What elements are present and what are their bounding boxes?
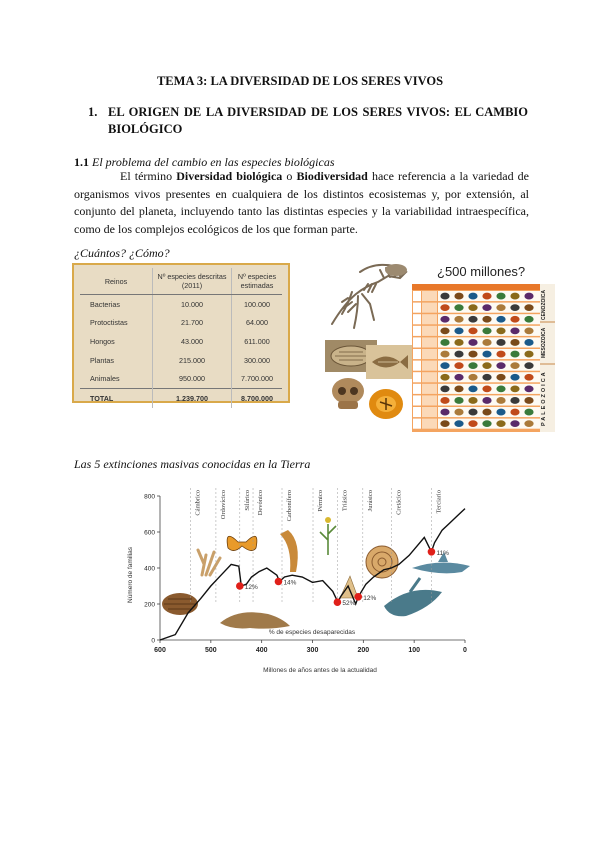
fossil-icon — [482, 351, 491, 358]
table-row — [80, 369, 282, 388]
row-number-cell — [413, 407, 421, 417]
fish-fossil-image — [366, 345, 412, 379]
fossil-icon — [496, 409, 505, 416]
geologic-time-panel — [412, 284, 555, 432]
fossil-icon — [496, 351, 505, 358]
fossil-icon — [440, 397, 449, 404]
fossil-icon — [510, 351, 519, 358]
fossil-icon — [454, 362, 463, 369]
extinction-percent-label: 14% — [283, 579, 297, 587]
row-number-cell — [413, 337, 421, 347]
period-label: Cretácico — [395, 490, 403, 515]
x-tick-label: 0 — [463, 647, 467, 654]
row-number-cell — [413, 384, 421, 394]
period-label: Jurásico — [366, 490, 374, 512]
para-bold-2: Biodiversidad — [296, 169, 368, 183]
trilobite-illustration — [162, 593, 198, 615]
table-cell: Protoctistas — [80, 314, 153, 333]
table-cell: 611.000 — [244, 336, 270, 346]
fossil-icon — [454, 397, 463, 404]
row-label-cell — [422, 372, 437, 382]
row-number-cell — [413, 314, 421, 324]
fossil-icon — [510, 339, 519, 346]
table-cell: 21.700 — [153, 314, 232, 333]
horn-coral-illustration — [280, 530, 298, 572]
fossil-icon — [496, 339, 505, 346]
fossil-icon — [482, 304, 491, 311]
row-number-cell — [413, 326, 421, 336]
fossil-icon — [454, 374, 463, 381]
extinction-point — [428, 548, 436, 556]
extinction-percent-label: 12% — [363, 594, 377, 602]
table-cell: 7.700.000 — [241, 374, 273, 384]
fossil-icon — [496, 362, 505, 369]
x-tick-label: 100 — [408, 647, 421, 654]
fossil-icon — [468, 420, 477, 427]
fossil-icon — [524, 420, 533, 427]
section-title: EL ORIGEN DE LA DIVERSIDAD DE LOS SERES VIVOS: EL CAMBIO BIOLÓGICO — [108, 105, 528, 136]
fossil-icon — [482, 293, 491, 300]
table-header: Nº especies estimadas — [232, 268, 283, 295]
fossil-icon — [468, 397, 477, 404]
x-axis-label: Millones de años antes de la actualidad — [263, 667, 377, 674]
era-label-paleozoic: PALEOZOICA — [541, 370, 547, 426]
fossil-icon — [496, 397, 505, 404]
coral-illustration — [198, 550, 220, 575]
fossil-icon — [496, 316, 505, 323]
fossil-icon — [482, 420, 491, 427]
fossil-icon — [524, 339, 533, 346]
era-label-mesozoic: MESOZOICA — [541, 327, 547, 359]
fossil-icon — [440, 339, 449, 346]
fossil-icon — [454, 409, 463, 416]
y-axis-label: Número de familias — [127, 547, 134, 603]
row-label-cell — [422, 337, 437, 347]
table-header: Nº especies descritas (2011) — [153, 268, 232, 295]
row-number-cell — [413, 291, 421, 301]
fossil-icon — [468, 351, 477, 358]
fossil-icon — [440, 327, 449, 334]
period-label: Carbonífero — [286, 490, 293, 522]
table-cell: 1.239.700 — [153, 388, 232, 407]
fossil-icon — [440, 316, 449, 323]
extinction-percent-label: 52% — [342, 600, 356, 608]
ammonite-illustration — [366, 546, 398, 578]
fossil-icon — [524, 409, 533, 416]
fossil-icon — [510, 374, 519, 381]
fossil-icon — [496, 385, 505, 392]
extinction-point — [275, 578, 283, 586]
table-header: Reinos — [80, 268, 153, 295]
species-table — [80, 268, 282, 408]
marine-reptile-illustration — [384, 578, 442, 616]
fossil-icon — [468, 327, 477, 334]
extinction-percent-label: 11% — [436, 549, 449, 557]
row-number-cell — [413, 361, 421, 371]
row-label-cell — [422, 407, 437, 417]
skull-fossil-image — [328, 375, 368, 411]
fossil-icon — [440, 420, 449, 427]
fossil-icon — [510, 409, 519, 416]
percent-annotation: % de especies desaparecidas — [268, 629, 356, 636]
fossil-icon — [524, 316, 533, 323]
fossil-icon — [468, 304, 477, 311]
table-row — [80, 351, 282, 370]
table-row — [80, 332, 282, 351]
fossil-icon — [468, 374, 477, 381]
fossil-icon — [440, 293, 449, 300]
x-tick-label: 300 — [306, 647, 319, 654]
table-row — [80, 314, 282, 333]
table-cell: 64.000 — [246, 318, 268, 328]
para-text-1: El término — [120, 169, 177, 183]
period-label: Devónico — [257, 490, 265, 516]
row-label-cell — [422, 349, 437, 359]
fossil-icon — [510, 420, 519, 427]
table-total-row — [80, 388, 282, 407]
section-number: 1. — [88, 105, 98, 119]
row-label-cell — [422, 303, 437, 313]
fossil-icon — [454, 339, 463, 346]
row-label-cell — [422, 395, 437, 405]
fossil-icon — [510, 397, 519, 404]
species-table-frame — [72, 263, 290, 403]
row-number-cell — [413, 372, 421, 382]
row-number-cell — [413, 349, 421, 359]
y-tick-label: 600 — [144, 529, 155, 537]
fossil-icon — [482, 316, 491, 323]
extinction-percent-label: 12% — [244, 584, 258, 591]
x-tick-label: 200 — [357, 647, 370, 654]
fossil-icon — [468, 362, 477, 369]
fossil-icon — [510, 316, 519, 323]
section-heading — [88, 104, 528, 138]
fossil-icon — [510, 362, 519, 369]
table-cell: Hongos — [80, 332, 153, 351]
table-cell: 8.700.000 — [232, 388, 283, 407]
fossil-icon — [440, 385, 449, 392]
fossil-icon — [496, 293, 505, 300]
y-tick-label: 0 — [151, 637, 155, 645]
amber-insect-image — [368, 388, 404, 420]
subsection-title: El problema del cambio en las especies biológicas — [92, 155, 335, 169]
para-text-3: hace referencia a la variedad de organismos vivos presentes en cualquiera de los distintos ecosistemas y, por extensión, al conjunto del planeta, incluyendo tanto las distintas especies y la variabilidad intraespecífica, como de los complejos ecológicos de los que forman parte. — [74, 169, 529, 236]
table-cell: 43.000 — [153, 332, 232, 351]
fossil-icon — [496, 304, 505, 311]
y-tick-label: 200 — [144, 601, 155, 609]
fossil-icon — [524, 351, 533, 358]
table-cell: 300.000 — [244, 355, 270, 365]
fossil-icon — [510, 327, 519, 334]
period-label: Cámbrico — [194, 490, 202, 516]
fossil-icon — [468, 385, 477, 392]
row-label-cell — [422, 384, 437, 394]
row-label-cell — [422, 326, 437, 336]
fossil-icon — [440, 374, 449, 381]
question-heading: ¿Cuántos? ¿Cómo? — [74, 246, 170, 260]
fossil-icon — [454, 316, 463, 323]
table-row — [80, 295, 282, 314]
extinctions-heading: Las 5 extinciones masivas conocidas en la Tierra — [74, 457, 311, 471]
fossil-icon — [454, 385, 463, 392]
table-cell: 100.000 — [244, 299, 270, 309]
panel-header — [412, 284, 540, 290]
extinction-point — [334, 598, 342, 606]
table-cell: TOTAL — [80, 388, 153, 407]
fossil-icon — [496, 327, 505, 334]
x-tick-label: 500 — [204, 647, 217, 654]
table-cell: 950.000 — [153, 369, 232, 388]
fossil-icon — [482, 385, 491, 392]
extinction-point — [354, 593, 362, 601]
period-label: Silúrico — [243, 490, 251, 511]
y-tick-label: 400 — [144, 565, 155, 573]
fossil-icon — [482, 339, 491, 346]
fossil-icon — [524, 304, 533, 311]
fossil-icon — [482, 397, 491, 404]
fossil-icon — [524, 374, 533, 381]
fossil-icon — [454, 327, 463, 334]
fossil-icon — [524, 362, 533, 369]
period-label: Pérmico — [317, 490, 325, 512]
dinosaur-skeleton-image — [322, 258, 414, 338]
fossil-icon — [440, 351, 449, 358]
era-label-cenozoic: CENOZOICA — [541, 290, 547, 320]
fossil-icon — [510, 304, 519, 311]
para-bold-1: Diversidad biológica — [176, 169, 283, 183]
row-number-cell — [413, 303, 421, 313]
fossil-icon — [524, 385, 533, 392]
fossil-icon — [524, 327, 533, 334]
butterfly-illustration — [227, 536, 257, 550]
geologic-time-grid — [412, 284, 555, 432]
fossil-icon — [440, 304, 449, 311]
fossil-icon — [454, 293, 463, 300]
fossil-icon — [468, 293, 477, 300]
table-cell: 215.000 — [153, 351, 232, 370]
intro-paragraph — [74, 168, 529, 238]
table-cell: Bacterias — [80, 295, 153, 314]
fossil-icon — [524, 293, 533, 300]
table-cell: Plantas — [80, 351, 153, 370]
row-number-cell — [413, 419, 421, 429]
table-cell: Animales — [80, 369, 153, 388]
extinction-chart — [120, 480, 480, 680]
fossil-icon — [510, 293, 519, 300]
y-tick-label: 800 — [144, 493, 155, 501]
fossil-icon — [524, 397, 533, 404]
fossil-icon — [454, 420, 463, 427]
table-cell: 10.000 — [153, 295, 232, 314]
row-number-cell — [413, 395, 421, 405]
row-label-cell — [422, 419, 437, 429]
x-tick-label: 600 — [154, 647, 166, 654]
plant-illustration — [320, 517, 336, 555]
fossil-icon — [482, 327, 491, 334]
subsection-number: 1.1 — [74, 155, 89, 169]
row-label-cell — [422, 314, 437, 324]
amphibian-illustration — [220, 612, 290, 628]
x-tick-label: 400 — [255, 647, 268, 654]
extinction-point — [236, 582, 244, 590]
fossil-icon — [482, 362, 491, 369]
period-label: Triásico — [341, 490, 349, 512]
fossil-icon — [482, 374, 491, 381]
fossil-icon — [482, 409, 491, 416]
fossil-icon — [468, 316, 477, 323]
fossil-caption: ¿500 millones? — [437, 264, 526, 279]
fossil-icon — [496, 374, 505, 381]
fossil-icon — [510, 385, 519, 392]
fossil-icon — [440, 409, 449, 416]
para-text-2: o — [282, 169, 297, 183]
fossil-icon — [440, 362, 449, 369]
fossil-icon — [454, 304, 463, 311]
fossil-icon — [468, 339, 477, 346]
fossil-icon — [454, 351, 463, 358]
period-label: Ordovícico — [219, 490, 227, 520]
row-label-cell — [422, 291, 437, 301]
page-title: TEMA 3: LA DIVERSIDAD DE LOS SERES VIVOS — [156, 74, 444, 88]
row-label-cell — [422, 361, 437, 371]
period-label: Terciario — [435, 490, 443, 514]
fossil-icon — [496, 420, 505, 427]
fossil-icon — [468, 409, 477, 416]
